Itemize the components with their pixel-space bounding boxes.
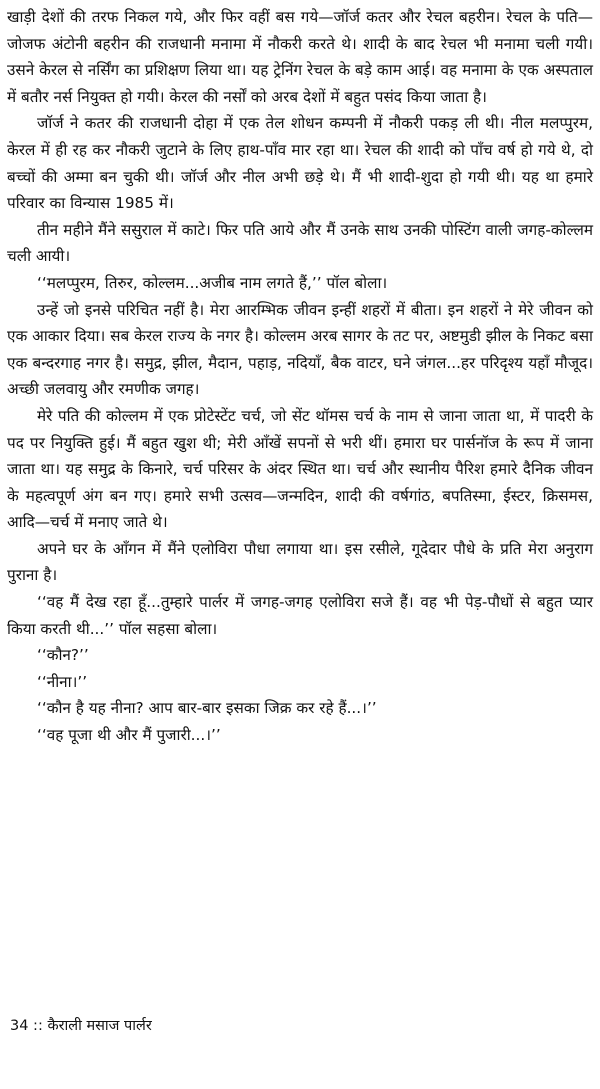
paragraph-2: जॉर्ज ने कतर की राजधानी दोहा में एक तेल शोधन कम्पनी में नौकरी पकड़ ली थी। नील मलप्पुरम, केरल में ही रह कर नौकरी जुटाने के लिए हाथ-पाँव मार रहा था। रेचल की शादी को पाँच वर्ष हो गये थे, दो बच्चों की अम्मा बन चुकी थी। जॉर्ज और नील अभी छड़े थे। मैं भी शादी-शुदा हो गयी थी। यह था हमारे परिवार का विन्यास 1985 में। <box>7 114 593 213</box>
paragraph-1: खाड़ी देशों की तरफ निकल गये, और फिर वहीं बस गये—जॉर्ज कतर और रेचल बहरीन। रेचल के पति—जोजफ अंटोनी बहरीन की राजधानी मनामा में नौकरी करते थे। शादी के बाद रेचल भी मनामा चली गयी। उसने केरल से नर्सिंग का प्रशिक्षण लिया था। यह ट्रेनिंग रेचल के बड़े काम आई। वह मनामा के एक अस्पताल में बतौर नर्स नियुक्त हो गयी। केरल की नर्सों को अरब देशों में बहुत पसंद किया जाता है। <box>7 8 593 106</box>
page-footer: 34 :: कैराली मसाज पार्लर <box>10 1018 152 1034</box>
paragraph-6: मेरे पति की कोल्लम में एक प्रोटेस्टेंट चर्च, जो सेंट थॉमस चर्च के नाम से जाना जाता था, में पादरी के पद पर नियुक्ति हुई। मैं बहुत खुश थी; मेरी आँखें सपनों से भरी थीं। हमारा घर पार्सनॉज के रूप में जाना जाता था। यह समुद्र के किनारे, चर्च परिसर के अंदर स्थित था। चर्च और स्थानीय पैरिश हमारे दैनिक जीवन के महत्वपूर्ण अंग बन गए। हमारे सभी उत्सव—जन्मदिन, शादी की वर्षगांठ, बपतिस्मा, ईस्टर, क्रिसमस, आदि—चर्च में मनाए जाते थे। <box>7 406 593 532</box>
paragraph-3: तीन महीने मैंने ससुराल में काटे। फिर पति आये और मैं उनके साथ उनकी पोस्टिंग वाली जगह-कोल्लम चली आयी। <box>7 220 593 266</box>
paragraph-4: ‘‘मलप्पुरम, तिरुर, कोल्लम...अजीब नाम लगते हैं,’’ पॉल बोला। <box>37 273 388 292</box>
paragraph-7: अपने घर के आँगन में मैंने एलोविरा पौधा लगाया था। इस रसीले, गूदेदार पौधे के प्रति मेरा अनुराग पुराना है। <box>7 539 593 585</box>
paragraph-5: उन्हें जो इनसे परिचित नहीं है। मेरा आरम्भिक जीवन इन्हीं शहरों में बीता। इन शहरों ने मेरे जीवन को एक आकार दिया। सब केरल राज्य के नगर है। कोल्लम अरब सागर के तट पर, अष्टमुडी झील के निकट बसा एक बन्दरगाह नगर है। समुद्र, झील, मैदान, पहाड़, नदियाँ, बैक वाटर, घने जंगल...हर परिदृश्य यहाँ मौजूद। अच्छी जलवायु और रमणीक जगह। <box>7 300 593 399</box>
paragraph-8: ‘‘वह मैं देख रहा हूँ...तुम्हारे पार्लर में जगह-जगह एलोविरा सजे हैं। वह भी पेड़-पौधों से बहुत प्यार किया करती थी...’’ पॉल सहसा बोला। <box>7 593 593 638</box>
dialogue-line-4: ‘‘वह पूजा थी और मैं पुजारी...।’’ <box>37 726 221 745</box>
dialogue-line-3: ‘‘कौन है यह नीना? आप बार-बार इसका जिक्र कर रहे हैं...।’’ <box>37 699 377 718</box>
dialogue-line-1: ‘‘कौन?’’ <box>37 646 89 665</box>
dialogue-line-2: ‘‘नीना।’’ <box>37 672 88 691</box>
